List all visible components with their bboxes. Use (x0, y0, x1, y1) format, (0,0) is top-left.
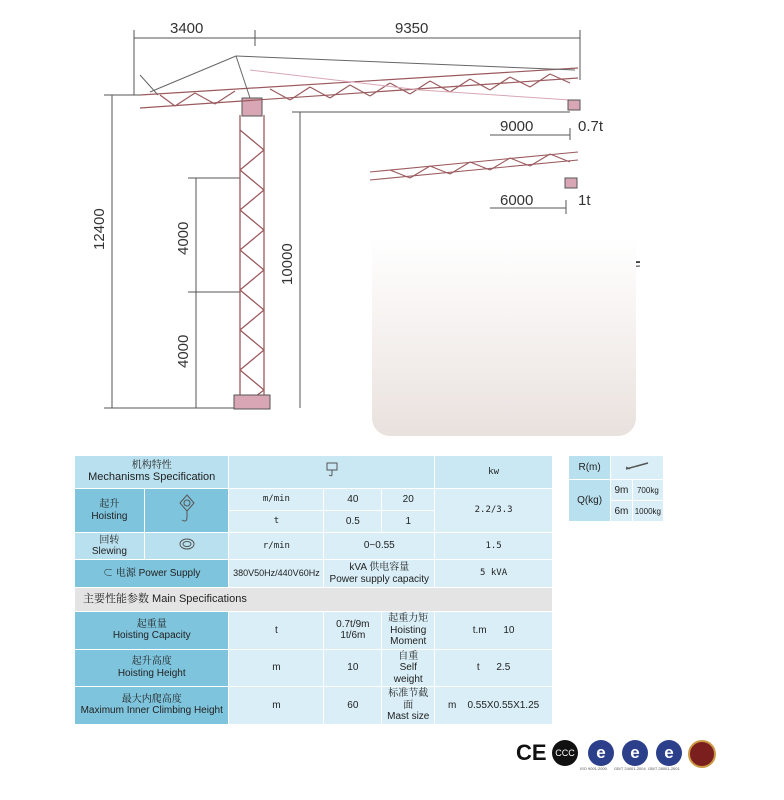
dim-9000: 9000 (500, 118, 534, 135)
ccc-logo: CCC (552, 740, 578, 766)
hoisting-icon (144, 489, 229, 533)
hoisting-speed-2: 20 (382, 489, 435, 511)
hoisting-capacity-value-2: 1t/6m (340, 630, 366, 642)
slewing-value: 0~0.55 (324, 533, 435, 560)
hoisting-load-unit: t (229, 511, 324, 533)
self-weight-value (435, 649, 553, 687)
ce-mark: CE (516, 740, 547, 765)
slewing-unit: r/min (229, 533, 324, 560)
plug-icon: ⊂ (103, 567, 114, 579)
self-weight-en: Self weight (393, 662, 423, 685)
hoisting-cn: 起升 (99, 499, 120, 510)
hoisting-height-cn: 起升高度 (131, 656, 172, 668)
mechanisms-title-cn: 机构特性 (131, 459, 172, 471)
climbing-height-en: Maximum Inner Climbing Height (80, 705, 223, 717)
hoisting-load-2: 1 (382, 511, 435, 533)
mechanisms-title (75, 456, 229, 489)
load-radius-table (568, 455, 664, 522)
hoisting-capacity-value-1: 0.7t/9m (336, 618, 370, 630)
slewing-kw: 1.5 (435, 533, 553, 560)
specification-table (74, 455, 553, 725)
iso-caption-3: GB/T 28001-2001 (648, 766, 680, 771)
hook-icon (325, 462, 339, 478)
mechanisms-title-en: Mechanisms Specification (88, 471, 216, 484)
climbing-height-label (75, 687, 229, 725)
mast-size-number: 0.55X0.55X1.25 (467, 699, 540, 711)
hoisting-kw: 2.2/3.3 (435, 489, 553, 533)
hook-block-short (565, 178, 577, 188)
hoisting-height-en: Hoisting Height (117, 667, 186, 679)
slewing-ring-icon (178, 537, 196, 551)
power-supply-value: 380V50Hz/440V60Hz (229, 560, 324, 588)
crane-mast (240, 115, 264, 408)
mast-size-cn: 标准节截面 (388, 688, 429, 711)
dim-6000: 6000 (500, 192, 534, 209)
hoisting-en: Hoisting (91, 510, 128, 522)
short-jib (370, 152, 578, 180)
dim-9350: 9350 (395, 20, 429, 37)
hoisting-speed-1: 40 (324, 489, 382, 511)
top-dimension (134, 30, 580, 95)
self-weight-label (382, 649, 435, 687)
hook-block-main (568, 100, 580, 110)
main-specs-title: 主要性能参数 Main Specifications (75, 588, 553, 612)
company-seal-icon (688, 740, 716, 768)
mast-base (234, 395, 270, 409)
hoisting-capacity-unit: t (229, 612, 324, 650)
crane-render-background (372, 238, 636, 436)
hoisting-capacity-label (75, 612, 229, 650)
power-capacity-cn: kVA 供电容量 (349, 562, 410, 573)
power-capacity-label (324, 560, 435, 588)
slewing-label (75, 533, 145, 560)
jib-icon-cell (611, 456, 664, 480)
load-1t: 1t (578, 192, 591, 209)
slewing-icon-cell (144, 533, 229, 560)
self-weight-unit: t (476, 662, 480, 673)
mast-size-label (382, 687, 435, 725)
hoisting-capacity-value (324, 612, 382, 650)
iso-logo-1: e (588, 740, 614, 766)
hoisting-height-unit: m (229, 649, 324, 687)
dim-12400: 12400 (91, 208, 108, 250)
hoisting-moment-unit: t.m (472, 624, 487, 636)
mast-size-en: Mast size (387, 711, 430, 722)
hoisting-moment-cn: 起重力矩 (388, 613, 429, 624)
hoisting-label (75, 489, 145, 533)
hoisting-moment-label (382, 612, 435, 650)
hoisting-capacity-cn: 起重量 (136, 618, 167, 630)
hoisting-moment-value (435, 612, 553, 650)
rq-r-2: 6m (611, 501, 633, 522)
dim-4000-lower: 4000 (175, 334, 192, 368)
hoisting-moment-number: 10 (503, 624, 515, 636)
load-label: Q(kg) (569, 480, 611, 522)
iso-caption-1: ISO 9001:2000 (580, 766, 607, 771)
slewing-cn: 回转 (99, 534, 120, 546)
hoisting-capacity-en: Hoisting Capacity (112, 630, 191, 642)
power-supply-text: 电源 Power Supply (115, 567, 201, 579)
iso-logo-2: e (622, 740, 648, 766)
hook-block-icon (177, 493, 197, 525)
certification-logos (516, 735, 716, 775)
power-supply-label (75, 560, 229, 588)
iso-logo-3: e (656, 740, 682, 766)
power-capacity-en: Power supply capacity (329, 573, 430, 585)
hoisting-height-label (75, 649, 229, 687)
dim-3400: 3400 (170, 20, 204, 37)
jib-icon (624, 461, 650, 471)
self-weight-number: 2.5 (496, 662, 511, 673)
climbing-height-value: 60 (324, 687, 382, 725)
climbing-height-cn: 最大内爬高度 (121, 693, 182, 705)
slewing-en: Slewing (91, 546, 127, 557)
rq-q-1: 700kg (632, 480, 663, 501)
radius-label: R(m) (569, 456, 611, 480)
mast-size-unit: m (448, 699, 457, 711)
hoisting-speed-unit: m/min (229, 489, 324, 511)
kw-header: kw (435, 456, 553, 489)
rq-r-1: 9m (611, 480, 633, 501)
hoisting-moment-en: Hoisting Moment (390, 624, 427, 647)
mast-size-value (435, 687, 553, 725)
rq-q-2: 1000kg (632, 501, 663, 522)
self-weight-cn: 自重 (398, 650, 419, 662)
load-0-7t: 0.7t (578, 118, 604, 135)
iso-caption-2: GB/T 24001-2004 (614, 766, 646, 771)
power-capacity-value: 5 kVA (435, 560, 553, 588)
hoisting-height-value: 10 (324, 649, 382, 687)
main-jib (140, 68, 578, 108)
climbing-height-unit: m (229, 687, 324, 725)
dim-10000: 10000 (279, 243, 296, 285)
dim-4000-upper: 4000 (175, 221, 192, 255)
hook-header (229, 456, 435, 489)
hoisting-load-1: 0.5 (324, 511, 382, 533)
